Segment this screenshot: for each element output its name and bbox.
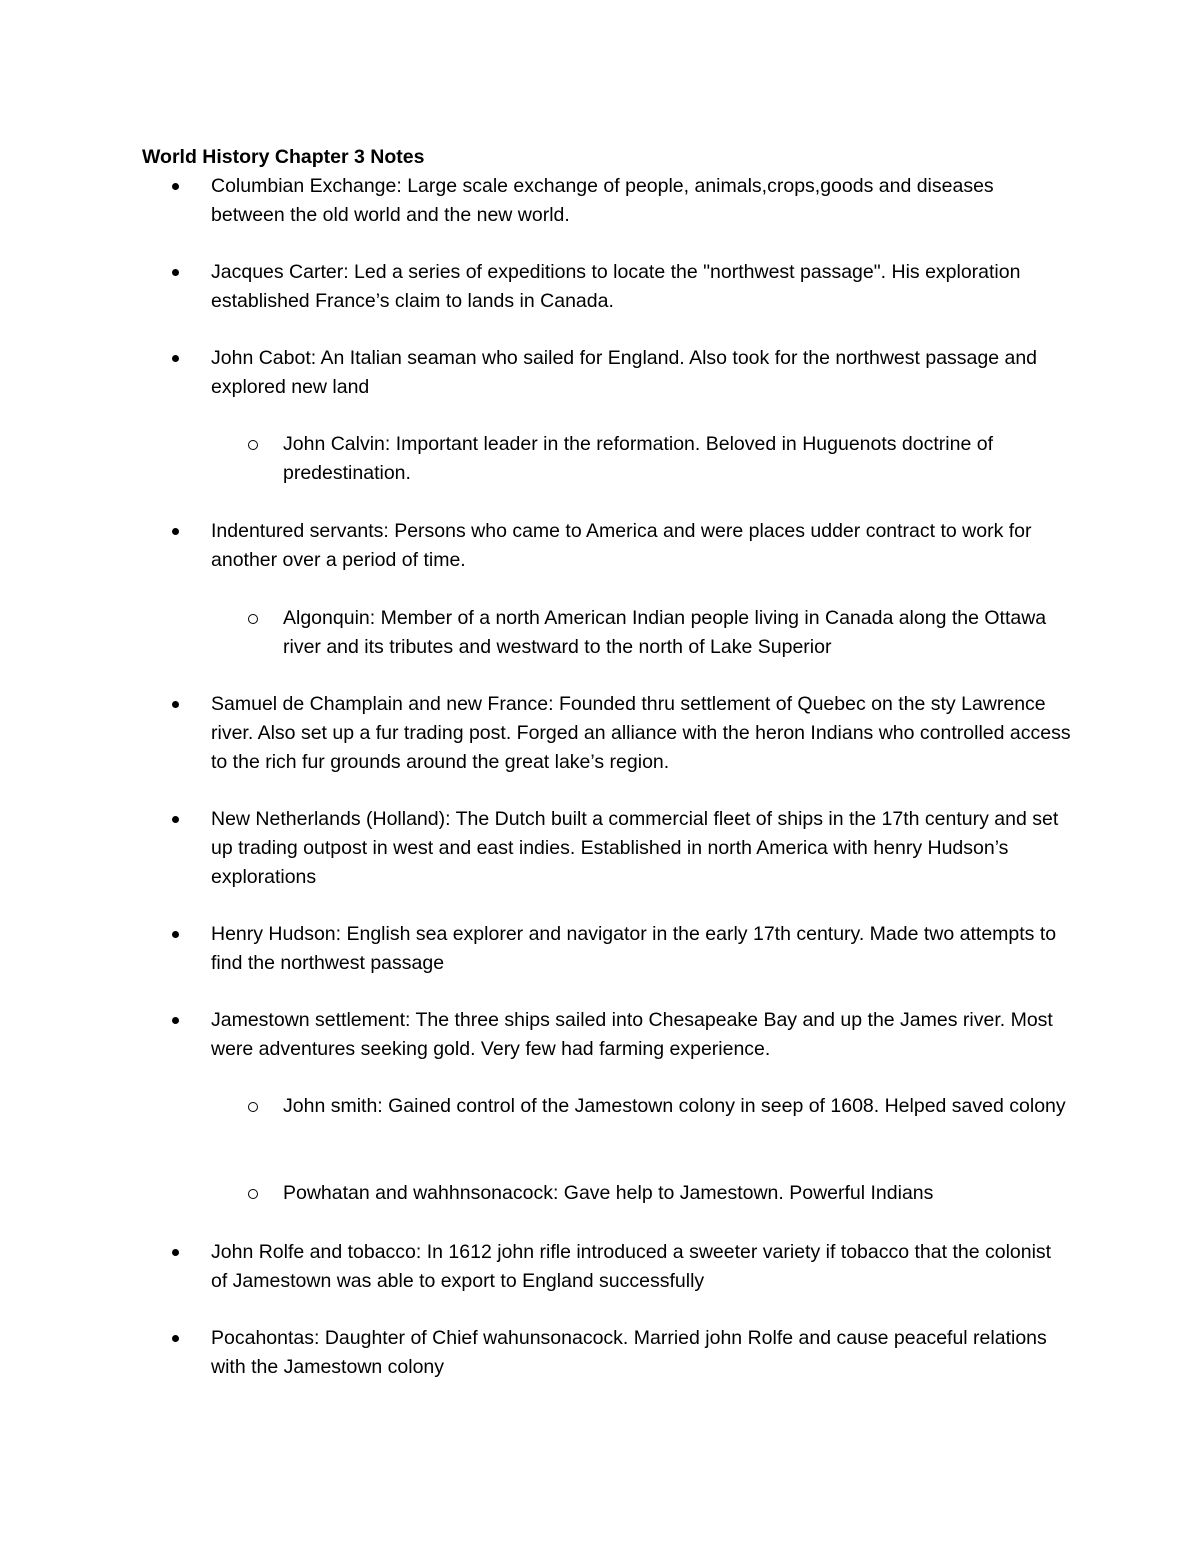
note-text: John smith: Gained control of the Jamestown colony in seep of 1608. Helped saved colony: [283, 1095, 1066, 1117]
bullet-icon: [172, 172, 179, 201]
bullet-icon: [172, 517, 179, 546]
circle-bullet-icon: [248, 1179, 258, 1208]
note-text: Columbian Exchange: Large scale exchange of people, animals,crops,goods and diseases between the old world and the new world.: [211, 175, 994, 226]
note-text: Samuel de Champlain and new France: Founded thru settlement of Quebec on the sty Lawrence river. Also set up a fur trading post. Forged an alliance with the heron Indians who controlled access to the rich fur grounds around the great lake’s region.: [211, 693, 1071, 773]
note-item: [211, 517, 1071, 575]
circle-bullet-icon: [248, 1092, 258, 1121]
note-text: Algonquin: Member of a north American Indian people living in Canada along the Ottawa river and its tributes and westward to the north of Lake Superior: [283, 607, 1047, 658]
bullet-icon: [172, 805, 179, 834]
note-text: Henry Hudson: English sea explorer and navigator in the early 17th century. Made two attempts to find the northwest passage: [211, 923, 1057, 974]
note-item: [211, 1006, 1071, 1064]
bullet-icon: [172, 258, 179, 287]
note-item: [211, 344, 1071, 402]
note-text: John Calvin: Important leader in the reformation. Beloved in Huguenots doctrine of predestination.: [283, 433, 993, 484]
note-item: [211, 690, 1071, 777]
sub-note-item: [283, 1179, 1073, 1208]
note-item: [211, 920, 1071, 978]
note-text: Pocahontas: Daughter of Chief wahunsonacock. Married john Rolfe and cause peaceful relations with the Jamestown colony: [211, 1327, 1047, 1378]
document-title: World History Chapter 3 Notes: [142, 146, 425, 168]
note-item: [211, 258, 1071, 316]
bullet-icon: [172, 1324, 179, 1353]
sub-note-item: [283, 604, 1073, 662]
note-text: Jacques Carter: Led a series of expeditions to locate the "northwest passage". His exploration established France’s claim to lands in Canada.: [211, 261, 1021, 312]
note-item: [211, 1324, 1071, 1382]
sub-note-item: [283, 1092, 1073, 1121]
bullet-icon: [172, 1006, 179, 1035]
bullet-icon: [172, 690, 179, 719]
note-text: Jamestown settlement: The three ships sailed into Chesapeake Bay and up the James river. Most were adventures seeking gold. Very few had farming experience.: [211, 1009, 1053, 1060]
note-item: [211, 1238, 1071, 1296]
circle-bullet-icon: [248, 430, 258, 459]
note-text: Powhatan and wahhnsonacock: Gave help to Jamestown. Powerful Indians: [283, 1182, 934, 1204]
circle-bullet-icon: [248, 604, 258, 633]
note-text: John Cabot: An Italian seaman who sailed for England. Also took for the northwest passage and explored new land: [211, 347, 1038, 398]
note-text: New Netherlands (Holland): The Dutch built a commercial fleet of ships in the 17th century and set up trading outpost in west and east indies. Established in north America with henry Hudson’s explorations: [211, 808, 1059, 888]
note-item: [211, 172, 1071, 230]
note-text: John Rolfe and tobacco: In 1612 john rifle introduced a sweeter variety if tobacco that the colonist of Jamestown was able to export to England successfully: [211, 1241, 1052, 1292]
bullet-icon: [172, 1238, 179, 1267]
note-text: Indentured servants: Persons who came to America and were places udder contract to work for another over a period of time.: [211, 520, 1032, 571]
note-item: [211, 805, 1071, 892]
bullet-icon: [172, 344, 179, 373]
sub-note-item: [283, 430, 1073, 488]
bullet-icon: [172, 920, 179, 949]
